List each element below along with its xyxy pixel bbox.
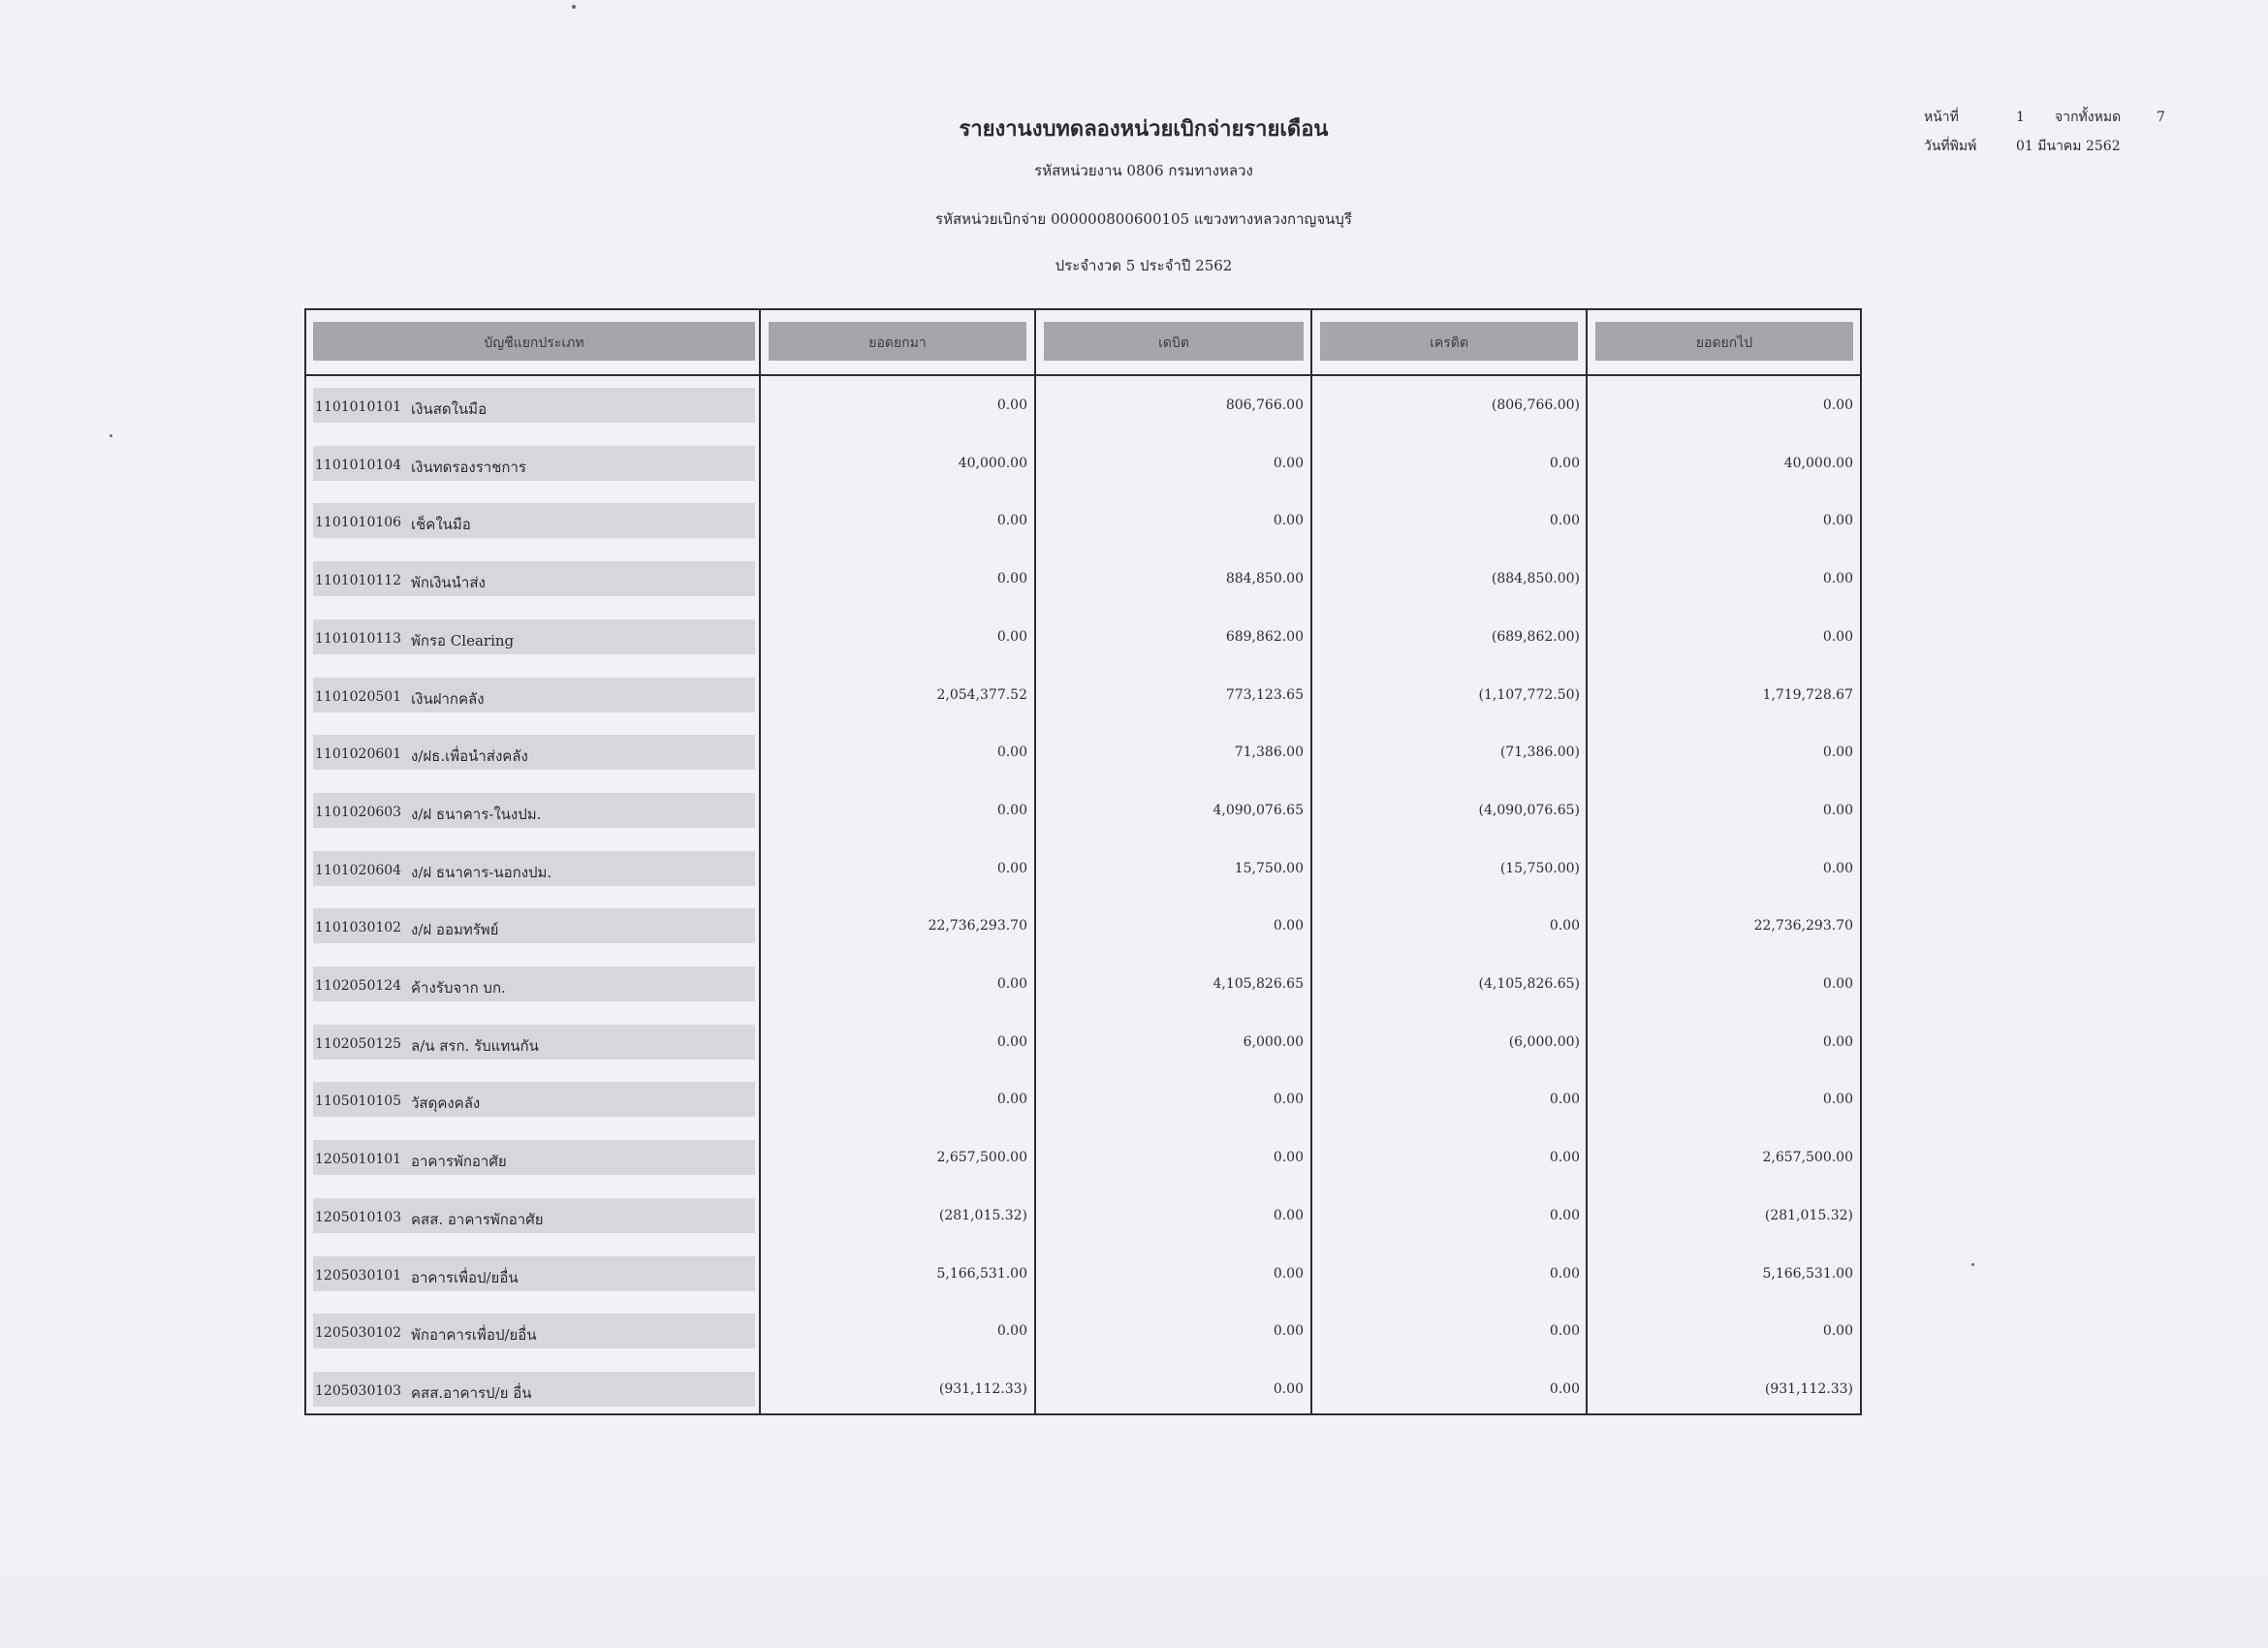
cell-debit: 0.00 [1273,918,1304,935]
account-name: คสส.อาคารป/ย อื่น [411,1383,532,1402]
table-row [306,1196,1860,1235]
account-name: เงินสดในมือ [411,400,488,418]
account-name: คสส. อาคารพักอาศัย [411,1210,544,1228]
table-row [306,906,1860,945]
table-row [306,559,1860,598]
cell-credit: 0.00 [1549,1092,1580,1108]
account-name: ล/น สรก. รับแทนกัน [411,1036,539,1055]
table-row [306,386,1860,425]
scan-bottom-edge [0,1575,2268,1648]
cell-brought-forward: 0.00 [996,513,1027,529]
table-row [306,1312,1860,1350]
cell-brought-forward: 0.00 [996,802,1027,818]
cell-credit: 0.00 [1549,513,1580,529]
account-code: 1101010113 [315,630,402,647]
account-code: 1101020604 [315,862,402,878]
cell-debit: 884,850.00 [1225,571,1304,587]
cell-brought-forward: 0.00 [996,976,1027,992]
cell-brought-forward: 22,736,293.70 [928,918,1027,935]
account-code: 1101010112 [315,573,402,589]
print-date: 01 มีนาคม 2562 [2016,139,2121,154]
cell-brought-forward: 0.00 [996,628,1027,645]
cell-carried-forward: 40,000.00 [1783,455,1853,471]
cell-debit: 0.00 [1273,1150,1304,1166]
table-row [306,1370,1860,1409]
cell-debit: 71,386.00 [1234,745,1304,761]
agency-line: รหัสหน่วยงาน 0806 กรมทางหลวง [1034,162,1253,179]
account-code: 1205030103 [315,1382,402,1399]
cell-credit: 0.00 [1549,1150,1580,1166]
report-title: รายงานงบทดลองหน่วยเบิกจ่ายรายเดือน [959,116,1329,142]
table-row [306,791,1860,830]
trial-balance-table [304,308,1862,1415]
cell-credit: 0.00 [1549,1207,1580,1223]
account-name: เงินทดรองราชการ [411,458,526,476]
cell-debit: 0.00 [1273,455,1304,471]
page-number: 1 [2016,110,2025,125]
scan-speck [572,5,576,9]
cell-credit: (689,862.00) [1491,628,1580,645]
cell-credit: (884,850.00) [1491,571,1580,587]
cell-credit: 0.00 [1549,1380,1580,1397]
cell-carried-forward: 2,657,500.00 [1762,1150,1853,1166]
print-date-row [1924,132,2165,161]
account-name: ง/ฝ ธนาคาร-นอกงปม. [411,863,552,881]
table-row [306,1254,1860,1293]
account-name: ง/ฝ ธนาคาร-ในงปม. [411,805,542,823]
account-name: ค้างรับจาก บก. [411,979,506,997]
cell-brought-forward: 0.00 [996,1092,1027,1108]
cell-carried-forward: 0.00 [1822,397,1853,413]
table-row [306,733,1860,772]
cell-credit: (6,000.00) [1508,1033,1580,1050]
account-code: 1205030102 [315,1325,402,1342]
cell-carried-forward: 0.00 [1822,513,1853,529]
cell-carried-forward: 0.00 [1822,802,1853,818]
disburser-line: รหัสหน่วยเบิกจ่าย 000000800600105 แขวงทางหลวงกาญจนบุรี [935,210,1352,228]
header-account: บัญชีแยกประเภท [313,322,755,361]
account-code: 1105010105 [315,1093,402,1110]
account-code: 1205010101 [315,1152,402,1168]
cell-brought-forward: 0.00 [996,571,1027,587]
cell-carried-forward: 1,719,728.67 [1762,686,1853,703]
cell-debit: 4,090,076.65 [1213,802,1304,818]
cell-brought-forward: 2,657,500.00 [936,1150,1027,1166]
account-code: 1205030101 [315,1267,402,1284]
cell-credit: (4,105,826.65) [1478,976,1580,992]
cell-carried-forward: 0.00 [1822,628,1853,645]
account-code: 1101030102 [315,920,402,936]
account-code: 1101020603 [315,804,402,820]
cell-carried-forward: 5,166,531.00 [1762,1265,1853,1282]
scan-speck [1971,1263,1974,1266]
page-meta [1924,103,2165,161]
print-date-label: วันที่พิมพ์ [1924,139,1977,154]
cell-debit: 0.00 [1273,1207,1304,1223]
cell-debit: 0.00 [1273,1092,1304,1108]
table-row [306,1023,1860,1062]
cell-credit: 0.00 [1549,918,1580,935]
cell-debit: 0.00 [1273,1380,1304,1397]
cell-brought-forward: (931,112.33) [938,1380,1027,1397]
account-name: ง/ฝธ.เพื่อนำส่งคลัง [411,747,528,766]
cell-debit: 0.00 [1273,1323,1304,1340]
cell-brought-forward: 0.00 [996,397,1027,413]
account-name: อาคารพักอาศัย [411,1153,507,1171]
account-code: 1101020601 [315,746,402,763]
cell-brought-forward: (281,015.32) [938,1207,1027,1223]
header-debit: เดบิต [1044,322,1304,361]
period-line: ประจำงวด 5 ประจำปี 2562 [1055,257,1233,274]
cell-carried-forward: 0.00 [1822,1323,1853,1340]
cell-carried-forward: 0.00 [1822,976,1853,992]
cell-carried-forward: 0.00 [1822,860,1853,876]
cell-carried-forward: 0.00 [1822,571,1853,587]
table-row [306,1138,1860,1177]
scan-speck [110,434,112,437]
cell-debit: 4,105,826.65 [1213,976,1304,992]
cell-debit: 6,000.00 [1243,1033,1304,1050]
cell-brought-forward: 5,166,531.00 [936,1265,1027,1282]
cell-debit: 0.00 [1273,513,1304,529]
cell-brought-forward: 0.00 [996,1033,1027,1050]
account-code: 1205010103 [315,1209,402,1225]
account-code: 1102050124 [315,978,402,994]
cell-brought-forward: 2,054,377.52 [936,686,1027,703]
account-code: 1101010101 [315,399,402,415]
cell-brought-forward: 40,000.00 [958,455,1027,471]
cell-brought-forward: 0.00 [996,745,1027,761]
table-row [306,618,1860,656]
cell-credit: (4,090,076.65) [1478,802,1580,818]
cell-debit: 689,862.00 [1225,628,1304,645]
cell-credit: (15,750.00) [1499,860,1580,876]
account-code: 1101020501 [315,688,402,705]
table-row [306,501,1860,540]
account-code: 1101010104 [315,457,402,473]
account-name: เงินฝากคลัง [411,689,485,708]
account-code: 1101010106 [315,515,402,531]
account-name: ง/ฝ ออมทรัพย์ [411,921,499,939]
page-info-row [1924,103,2165,132]
account-name: พักรอ Clearing [411,631,515,650]
table-row [306,849,1860,888]
cell-carried-forward: 22,736,293.70 [1753,918,1853,935]
cell-carried-forward: (281,015.32) [1764,1207,1853,1223]
table-row [306,1080,1860,1119]
table-row [306,444,1860,483]
cell-carried-forward: 0.00 [1822,745,1853,761]
cell-credit: 0.00 [1549,1265,1580,1282]
total-pages: 7 [2157,110,2165,125]
header-credit: เครดิต [1320,322,1578,361]
cell-carried-forward: 0.00 [1822,1033,1853,1050]
cell-carried-forward: 0.00 [1822,1092,1853,1108]
account-name: เช็คในมือ [411,516,471,534]
account-code: 1102050125 [315,1035,402,1052]
cell-credit: 0.00 [1549,1323,1580,1340]
cell-debit: 0.00 [1273,1265,1304,1282]
cell-carried-forward: (931,112.33) [1764,1380,1853,1397]
cell-brought-forward: 0.00 [996,1323,1027,1340]
cell-credit: (71,386.00) [1499,745,1580,761]
header-brought-forward: ยอดยกมา [769,322,1026,361]
account-name: วัสดุคงคลัง [411,1094,481,1113]
account-name: อาคารเพื่อป/ยอื่น [411,1268,519,1286]
account-name: พักเงินนำส่ง [411,574,486,592]
table-row [306,965,1860,1003]
cell-credit: 0.00 [1549,455,1580,471]
cell-credit: (1,107,772.50) [1478,686,1580,703]
cell-debit: 773,123.65 [1225,686,1304,703]
cell-brought-forward: 0.00 [996,860,1027,876]
total-label: จากทั้งหมด [2055,110,2122,125]
cell-debit: 15,750.00 [1234,860,1304,876]
account-name: พักอาคารเพื่อป/ยอื่น [411,1326,537,1345]
page-label: หน้าที่ [1924,110,1959,125]
cell-credit: (806,766.00) [1491,397,1580,413]
header-carried-forward: ยอดยกไป [1595,322,1853,361]
table-row [306,676,1860,714]
header-divider [306,374,1860,376]
cell-debit: 806,766.00 [1225,397,1304,413]
